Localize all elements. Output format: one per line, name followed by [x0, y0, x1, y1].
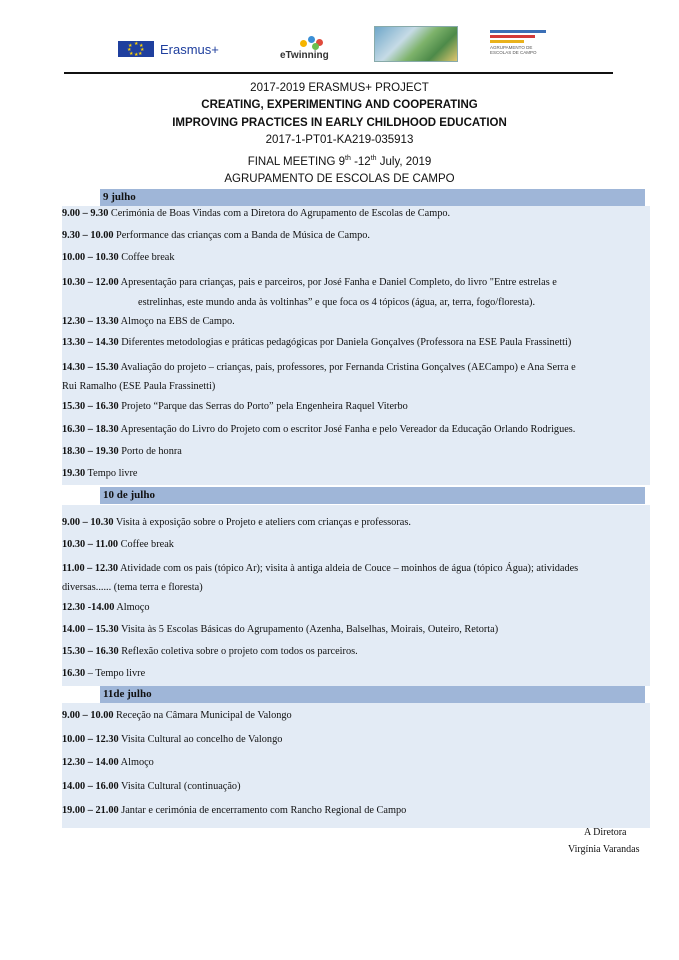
schedule-item: 16.30 – Tempo livre: [62, 668, 146, 679]
etwinning-figures-icon: [300, 34, 330, 50]
schedule-item: 12.30 – 13.30 Almoço na EBS de Campo.: [62, 316, 235, 327]
etwinning-logo: [276, 34, 346, 68]
schedule-item: 16.30 – 18.30 Apresentação do Livro do Projeto com o escritor José Fanha e pelo Vereador da Educação Orlando Rodrigues.: [62, 424, 576, 435]
schedule-item: 18.30 – 19.30 Porto de honra: [62, 446, 182, 457]
schedule-item: 15.30 – 16.30 Reflexão coletiva sobre o projeto com todos os parceiros.: [62, 646, 358, 657]
header-divider: [64, 72, 613, 74]
signature-name: Virgínia Varandas: [568, 844, 640, 855]
schedule-item: 15.30 – 16.30 Projeto “Parque das Serras do Porto” pela Engenheira Raquel Viterbo: [62, 401, 408, 412]
schedule-item: 12.30 -14.00 Almoço: [62, 602, 150, 613]
schedule-item: 11.00 – 12.30 Atividade com os pais (tópico Ar); visita à antiga aldeia de Couce – moinhos de água (tópico Água); atividades diversas...... (tema terra e floresta): [62, 563, 579, 593]
day-heading: 10 de julho: [100, 487, 645, 504]
signature-role: A Diretora: [584, 827, 627, 838]
schedule-item: 19.00 – 21.00 Jantar e cerimónia de encerramento com Rancho Regional de Campo: [62, 805, 407, 816]
project-photo: [374, 26, 458, 62]
day-heading: 11de julho: [100, 686, 645, 703]
schedule-item: 10.00 – 12.30 Visita Cultural ao concelho de Valongo: [62, 734, 283, 745]
schedule-item: 14.00 – 15.30 Visita às 5 Escolas Básicas do Agrupamento (Azenha, Balselhas, Moirais, Outeiro, Retorta): [62, 624, 499, 635]
schedule-item: 12.30 – 14.00 Almoço: [62, 757, 154, 768]
schedule-item: 9.00 – 10.00 Receção na Câmara Municipal de Valongo: [62, 710, 292, 721]
schedule-item: 9.00 – 9.30 Cerimónia de Boas Vindas com a Diretora do Agrupamento de Escolas de Campo.: [62, 208, 451, 219]
erasmus-logo: [118, 41, 219, 57]
schedule-item: 10.30 – 12.00 Apresentação para crianças, pais e parceiros, por José Fanha e Daniel Completo, do livro "Entre estrelas e estrelinhas, este mundo anda às voltinhas” e que foca os 4 tópicos (água, ar, terra, fogo/floresta).: [62, 277, 557, 308]
logo-strip: [0, 22, 679, 70]
heading-project-code: 2017-1-PT01-KA219-035913: [265, 134, 414, 147]
schedule-item: 10.30 – 11.00 Coffee break: [62, 539, 174, 550]
heading-project-title: CREATING, EXPERIMENTING AND COOPERATING: [201, 99, 478, 112]
schedule-item: 19.30 Tempo livre: [62, 468, 138, 479]
schedule-item: 9.30 – 10.00 Performance das crianças com a Banda de Música de Campo.: [62, 230, 370, 241]
heading-school: AGRUPAMENTO DE ESCOLAS DE CAMPO: [224, 172, 455, 185]
etwinning-label: eTwinning: [280, 50, 329, 61]
school-logo-label: AGRUPAMENTO DE ESCOLAS DE CAMPO: [490, 45, 537, 55]
document-heading: [0, 80, 679, 188]
day-heading: 9 julho: [100, 189, 645, 206]
school-logo: [490, 30, 546, 58]
schedule-item: 14.00 – 16.00 Visita Cultural (continuação): [62, 781, 241, 792]
heading-project-years: 2017-2019 ERASMUS+ PROJECT: [250, 82, 429, 94]
eu-flag-icon: ★ ★ ★ ★ ★ ★ ★ ★: [118, 41, 154, 57]
schedule-item: 10.00 – 10.30 Coffee break: [62, 252, 175, 263]
schedule-item: 14.30 – 15.30 Avaliação do projeto – crianças, pais, professores, por Fernanda Cristina Gonçalves (AECampo) e Ana Serra e Rui Ramalho (ESE Paula Frassinetti): [62, 362, 576, 392]
erasmus-label: Erasmus+: [160, 41, 219, 57]
heading-meeting-dates: FINAL MEETING 9th -12th July, 2019: [247, 154, 432, 168]
heading-project-subtitle: IMPROVING PRACTICES IN EARLY CHILDHOOD EDUCATION: [172, 116, 507, 129]
schedule-item: 13.30 – 14.30 Diferentes metodologias e práticas pedagógicas por Daniela Gonçalves (Professora na ESE Paula Frassinetti): [62, 337, 572, 348]
schedule-item: 9.00 – 10.30 Visita à exposição sobre o Projeto e ateliers com crianças e professoras.: [62, 517, 411, 528]
